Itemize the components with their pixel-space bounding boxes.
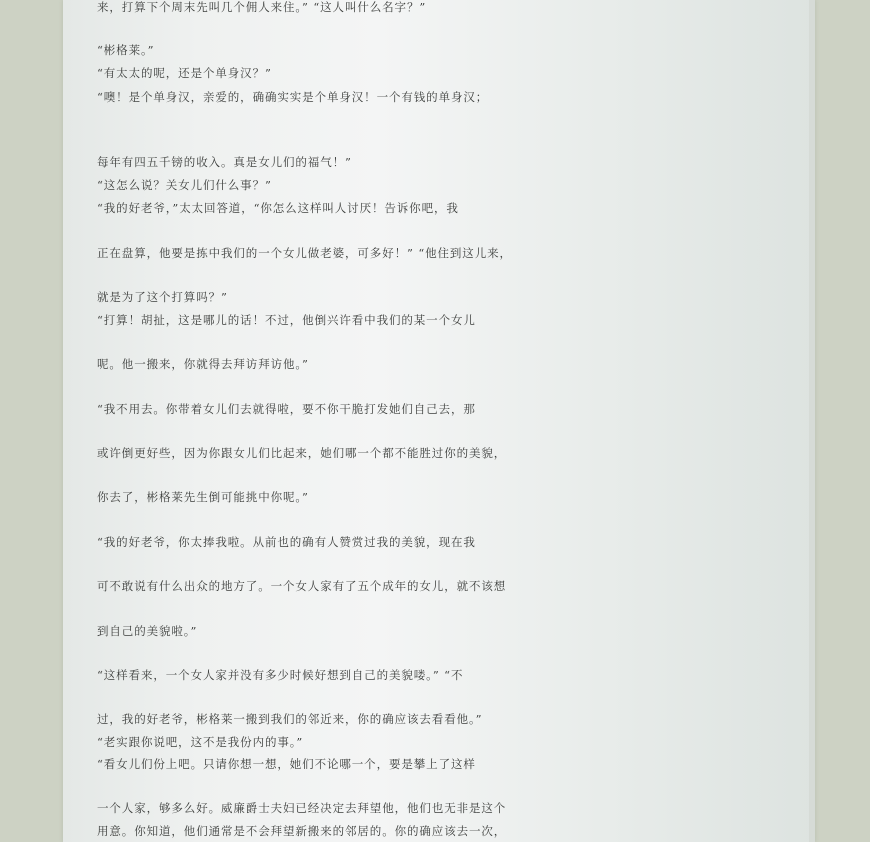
- text-line: 正在盘算，他要是拣中我们的一个女儿做老婆，可多好！” “他住到这儿来，: [97, 246, 512, 260]
- text-line: “这样看来，一个女人家并没有多少时候好想到自己的美貌喽。” “不: [97, 668, 464, 682]
- text-line: 可不敢说有什么出众的地方了。一个女人家有了五个成年的女儿，就不该想: [97, 579, 507, 593]
- text-line: “噢！是个单身汉，亲爱的，确确实实是个单身汉！一个有钱的单身汉；: [97, 90, 489, 104]
- book-page: [63, 0, 815, 842]
- text-line: “看女儿们份上吧。只请你想一想，她们不论哪一个，要是攀上了这样: [97, 757, 476, 771]
- text-line: 用意。你知道，他们通常是不会拜望新搬来的邻居的。你的确应该去一次，: [97, 824, 507, 838]
- text-line: “我的好老爷，你太捧我啦。从前也的确有人赞赏过我的美貌，现在我: [97, 535, 476, 549]
- text-line: “打算！胡扯，这是哪儿的话！不过，他倒兴许看中我们的某一个女儿: [97, 313, 476, 327]
- text-line: 你去了，彬格莱先生倒可能挑中你呢。”: [97, 490, 309, 504]
- text-line: “这怎么说？关女儿们什么事？”: [97, 178, 272, 192]
- text-line: “老实跟你说吧，这不是我份内的事。”: [97, 735, 304, 749]
- text-line: 来，打算下个周末先叫几个佣人来住。” “这人叫什么名字？”: [97, 0, 427, 14]
- text-line: 每年有四五千镑的收入。真是女儿们的福气！”: [97, 155, 352, 169]
- text-line: 到自己的美貌啦。”: [97, 624, 198, 638]
- text-line: 呢。他一搬来，你就得去拜访拜访他。”: [97, 357, 309, 371]
- text-line: 或许倒更好些，因为你跟女儿们比起来，她们哪一个都不能胜过你的美貌，: [97, 446, 507, 460]
- text-line: 就是为了这个打算吗？”: [97, 290, 228, 304]
- text-line: “彬格莱。”: [97, 43, 155, 57]
- text-line: 过，我的好老爷，彬格莱一搬到我们的邻近来，你的确应该去看看他。”: [97, 712, 483, 726]
- text-line: “有太太的呢，还是个单身汉？”: [97, 66, 272, 80]
- text-line: 一个人家，够多么好。威廉爵士夫妇已经决定去拜望他，他们也无非是这个: [97, 801, 507, 815]
- text-line: “我的好老爷，”太太回答道，“你怎么这样叫人讨厌！告诉你吧，我: [97, 201, 459, 215]
- text-line: “我不用去。你带着女儿们去就得啦，要不你干脆打发她们自己去，那: [97, 402, 476, 416]
